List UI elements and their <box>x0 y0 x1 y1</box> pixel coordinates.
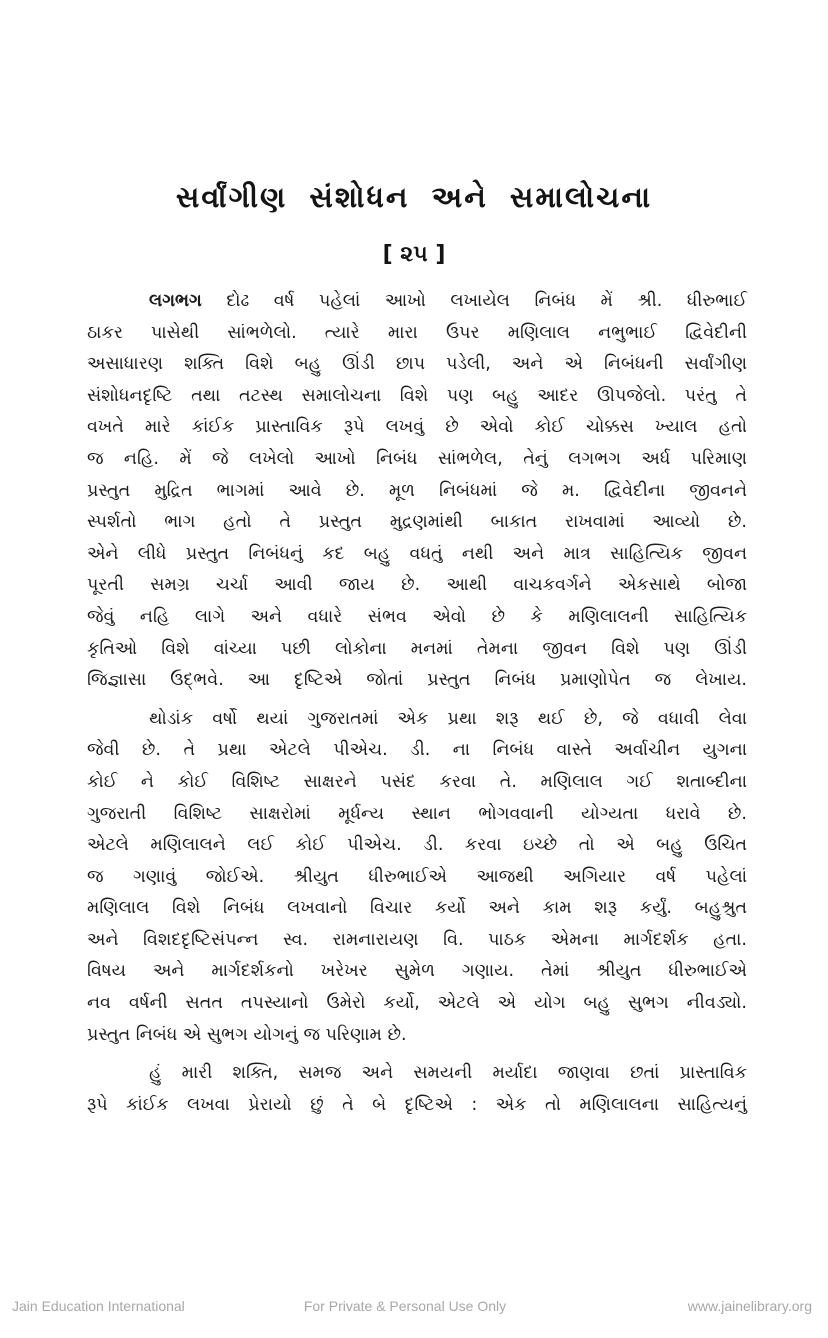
footer-website: www.jainelibrary.org <box>687 1298 812 1314</box>
text-line: હું મારી શક્તિ, સમજ અને સમયની મર્યાદા જાણવા છતાં પ્રાસ્તાવિક <box>149 1063 747 1084</box>
text-line: એને લીધે પ્રસ્તુત નિબંધનું કદ બહુ વધતું નથી અને માત્ર સાહિત્યિક જીવન <box>87 543 747 564</box>
text-line: જેવી છે. તે પ્રથા એટલે પીએચ. ડી. ના નિબંધ વાસ્તે અર્વાચીન યુગના <box>87 740 747 761</box>
chapter-number: [ ૨૫ ] <box>382 242 446 267</box>
text-line: વિષય અને માર્ગદર્શકનો ખરેખર સુમેળ ગણાય. તેમાં શ્રીયુત ધીરુભાઈએ <box>87 961 747 982</box>
text-line: જેવું નહિ લાગે અને વધારે સંભવ એવો છે કે મણિલાલની સાહિત્યિક <box>87 606 747 627</box>
text-line: ઠાકર પાસેથી સાંભળેલો. ત્યારે મારા ઉપર મણિલાલ નભુભાઈ દ્વિવેદીની <box>87 322 747 343</box>
text-line: લગભગ દોઢ વર્ષ પહેલાં આખો લખાયેલ નિબંધ મેં શ્રી. ધીરુભાઈ <box>149 291 747 311</box>
paragraph-1 <box>87 286 747 697</box>
footer-usage-notice: For Private & Personal Use Only <box>303 1298 507 1314</box>
text-line: કૃતિઓ વિશે વાંચ્યા પછી લોકોના મનમાં તેમના જીવન વિશે પણ ઊંડી <box>87 638 747 659</box>
text-line: જિજ્ઞાસા ઉદ્ભવે. આ દૃષ્ટિએ જોતાં પ્રસ્તુત નિબંધ પ્રમાણોપેત જ લેખાય. <box>87 670 747 691</box>
paragraph-2 <box>87 704 747 1052</box>
text-line: રૂપે કાંઈક લખવા પ્રેરાયો છું તે બે દૃષ્ટિએ : એક તો મણિલાલના સાહિત્યનું <box>87 1094 747 1115</box>
text-line: કોઈ ને કોઈ વિશિષ્ટ સાક્ષરને પસંદ કરવા તે. મણિલાલ ગઈ શતાબ્દીના <box>87 771 747 792</box>
text-line: નવ વર્ષની સતત તપસ્યાનો ઉમેરો કર્યો, એટલે એ યોગ બહુ સુભગ નીવડ્યો. <box>87 993 747 1014</box>
text-line: સંશોધનદૃષ્ટિ તથા તટસ્થ સમાલોચના વિશે પણ બહુ આદર ઊપજેલો. પરંતુ તે <box>87 385 747 406</box>
text-line: પ્રસ્તુત મુદ્રિત ભાગમાં આવે છે. મૂળ નિબંધમાં જે મ. દ્વિવેદીના જીવનને <box>87 480 747 501</box>
body-text <box>87 286 747 1121</box>
text-line: મણિલાલ વિશે નિબંધ લખવાનો વિચાર કર્યો અને કામ શરૂ કર્યું. બહુશ્રુત <box>87 898 747 919</box>
paragraph-gap <box>87 1051 747 1058</box>
paragraph-gap <box>87 697 747 704</box>
lead-word: લગભગ <box>149 291 202 311</box>
text-line: જ નહિ. મેં જે લખેલો આખો નિબંધ સાંભળેલ, તેનું લગભગ અર્ધ પરિમાણ <box>87 448 747 469</box>
text-line: પૂરતી સમગ્ર ચર્ચા આવી જાય છે. આથી વાચકવર્ગને એકસાથે બોજા <box>87 575 747 596</box>
footer-watermark <box>0 1298 828 1318</box>
text-line: અસાધારણ શક્તિ વિશે બહુ ઊંડી છાપ પડેલી, અને એ નિબંધની સર્વાંગીણ <box>87 354 747 375</box>
text-line: થોડાંક વર્ષો થયાં ગુજરાતમાં એક પ્રથા શરૂ થઈ છે, જે વધાવી લેવા <box>149 708 747 729</box>
text-line: એટલે મણિલાલને લઈ કોઈ પીએચ. ડી. કરવા ઇચ્છે તો એ બહુ ઉચિત <box>87 835 747 856</box>
text-line: પ્રસ્તુત નિબંધ એ સુભગ યોગનું જ પરિણામ છે. <box>87 1024 407 1045</box>
text-line: ગુજરાતી વિશિષ્ટ સાક્ષરોમાં મૂર્ધન્ય સ્થાન ભોગવવાની યોગ્યતા ધરાવે છે. <box>87 803 747 824</box>
text-line: સ્પર્શતો ભાગ હતો તે પ્રસ્તુત મુદ્રણમાંથી બાકાત રાખવામાં આવ્યો છે. <box>87 512 747 533</box>
footer-publisher: Jain Education International <box>12 1298 185 1314</box>
chapter-title: સર્વાંગીણ સંશોધન અને સમાલોચના <box>175 180 653 214</box>
text-line: અને વિશદદૃષ્ટિસંપન્ન સ્વ. રામનારાયણ વિ. પાઠક એમના માર્ગદર્શક હતા. <box>87 929 747 950</box>
paragraph-3 <box>87 1058 747 1121</box>
text-line: વખતે મારે કાંઈક પ્રાસ્તાવિક રૂપે લખવું છે એવો કોઈ ચોક્કસ ખ્યાલ હતો <box>87 417 747 438</box>
text-line: જ ગણાવું જોઈએ. શ્રીયુત ધીરુભાઈએ આજથી અગિયાર વર્ષ પહેલાં <box>87 866 747 887</box>
